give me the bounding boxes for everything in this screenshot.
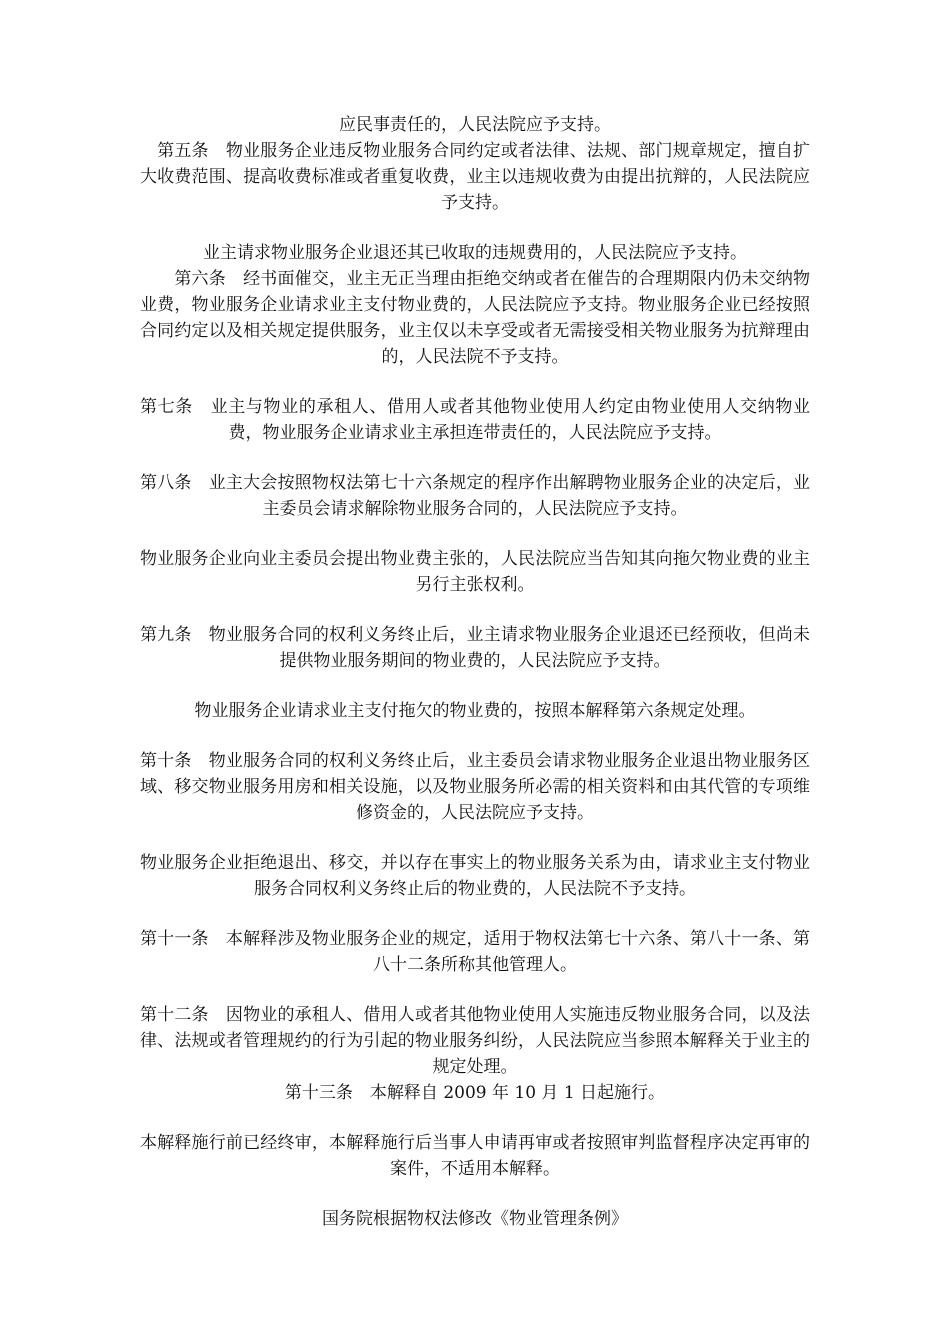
article-7: 第七条 业主与物业的承租人、借用人或者其他物业使用人约定由物业使用人交纳物业费，物业服务企业请求业主承担连带责任的，人民法院应予支持。 — [140, 397, 810, 443]
article-9-clause-2: 物业服务企业请求业主支付拖欠的物业费的，按照本解释第六条规定处理。 — [194, 701, 756, 721]
article-10: 第十条 物业服务合同的权利义务终止后，业主委员会请求物业服务企业退出物业服务区域、移交物业服务用房和相关设施，以及物业服务所必需的相关资料和由其代管的专项维修资金的，人民法院应予支持。 — [140, 751, 810, 823]
article-6: 第六条 经书面催交，业主无正当理由拒绝交纳或者在催告的合理期限内仍未交纳物业费，物业服务企业请求业主支付物业费的，人民法院应予支持。物业服务企业已经按照合同约定以及相关规定提供服务，业主仅以未享受或者无需接受相关物业服务为抗辩理由的，人民法院不予支持。 — [140, 269, 810, 367]
article-8-clause-2: 物业服务企业向业主委员会提出物业费主张的，人民法院应当告知其向拖欠物业费的业主另行主张权利。 — [140, 549, 810, 595]
article-10-clause-2: 物业服务企业拒绝退出、移交，并以存在事实上的物业服务关系为由，请求业主支付物业服务合同权利义务终止后的物业费的，人民法院不予支持。 — [140, 853, 810, 899]
article-5: 第五条 物业服务企业违反物业服务合同约定或者法律、法规、部门规章规定，擅自扩大收费范围、提高收费标准或者重复收费，业主以违规收费为由提出抗辩的，人民法院应予支持。 — [140, 141, 810, 213]
article-8: 第八条 业主大会按照物权法第七十六条规定的程序作出解聘物业服务企业的决定后，业主委员会请求解除物业服务合同的，人民法院应予支持。 — [140, 473, 810, 519]
article-12: 第十二条 因物业的承租人、借用人或者其他物业使用人实施违反物业服务合同，以及法律、法规或者管理规约的行为引起的物业服务纠纷，人民法院应当参照本解释关于业主的规定处理。 — [140, 1005, 810, 1077]
article-13-clause-2: 本解释施行前已经终审，本解释施行后当事人申请再审或者按照审判监督程序决定再审的案件，不适用本解释。 — [140, 1133, 810, 1179]
article-9: 第九条 物业服务合同的权利义务终止后，业主请求物业服务企业退还已经预收，但尚未提供物业服务期间的物业费的，人民法院应予支持。 — [140, 625, 810, 671]
document-page — [140, 112, 810, 1232]
article-11: 第十一条 本解释涉及物业服务企业的规定，适用于物权法第七十六条、第八十一条、第八十二条所称其他管理人。 — [140, 929, 810, 975]
article-5-clause-2: 业主请求物业服务企业退还其已收取的违规费用的，人民法院应予支持。 — [203, 243, 747, 263]
paragraph-continuation: 应民事责任的，人民法院应予支持。 — [339, 115, 611, 135]
section-heading: 国务院根据物权法修改《物业管理条例》 — [322, 1209, 628, 1229]
article-13: 第十三条 本解释自 2009 年 10 月 1 日起施行。 — [284, 1083, 666, 1103]
